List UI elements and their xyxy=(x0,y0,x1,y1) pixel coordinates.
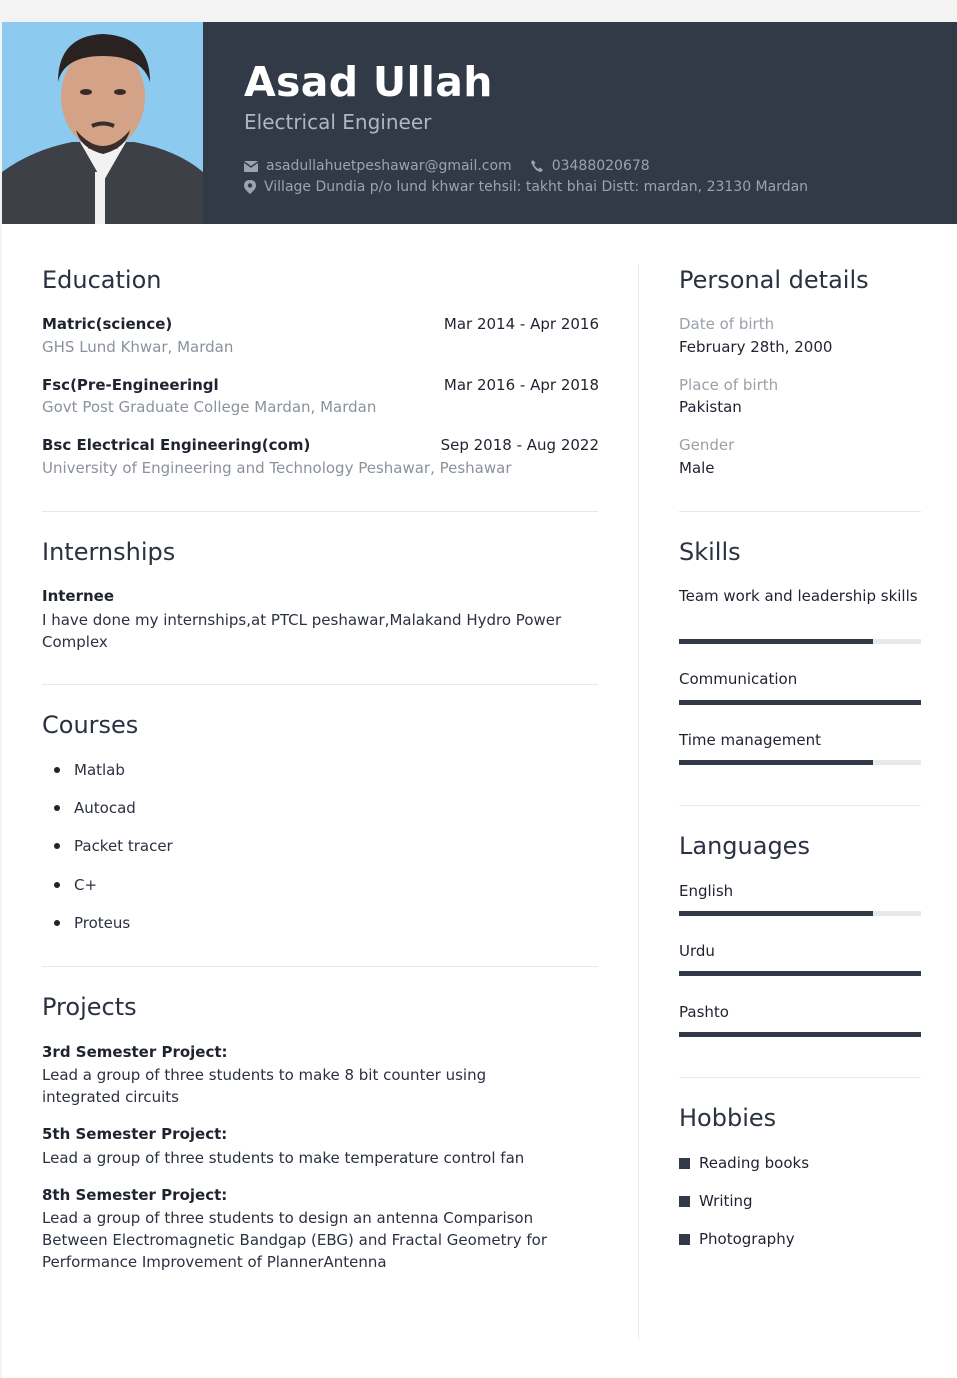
skill-name: Team work and leadership skills xyxy=(679,587,918,605)
section-divider xyxy=(42,966,598,967)
section-divider xyxy=(42,684,598,685)
courses-heading: Courses xyxy=(42,711,139,739)
education-heading: Education xyxy=(42,266,162,294)
languages-heading: Languages xyxy=(679,832,810,860)
education-title: Bsc Electrical Engineering(com) xyxy=(42,436,311,454)
education-date: Mar 2014 - Apr 2016 xyxy=(443,315,599,333)
project-title: 3rd Semester Project: xyxy=(42,1043,228,1061)
course-name: Autocad xyxy=(74,799,136,817)
pob-value: Pakistan xyxy=(679,398,742,416)
course-name: Matlab xyxy=(74,761,125,779)
list-item xyxy=(54,914,130,932)
skill-bar-fill xyxy=(679,639,873,644)
education-title: Matric(science) xyxy=(42,315,173,333)
project-description: Lead a group of three students to make 8 bit counter using integrated circuits xyxy=(42,1066,487,1106)
list-item xyxy=(679,1230,795,1248)
projects-heading: Projects xyxy=(42,993,137,1021)
language-name: Pashto xyxy=(679,1003,729,1021)
education-title: Fsc(Pre-Engineeringl xyxy=(42,376,219,394)
skill-bar-fill xyxy=(679,760,873,765)
language-bar-fill xyxy=(679,1032,921,1037)
project-title: 5th Semester Project: xyxy=(42,1125,228,1143)
mail-icon xyxy=(244,161,258,172)
address-text: Village Dundia p/o lund khwar tehsil: takht bhai Distt: mardan, 23130 Mardan xyxy=(264,179,809,195)
location-pin-icon xyxy=(244,180,256,194)
list-item xyxy=(54,799,136,817)
pob-label: Place of birth xyxy=(679,376,779,394)
resume-header xyxy=(2,22,957,224)
internship-title: Internee xyxy=(42,587,115,605)
square-bullet-icon xyxy=(679,1234,690,1245)
language-name: English xyxy=(679,882,734,900)
internship-description: I have done my internships,at PTCL peshawar,Malakand Hydro Power Complex xyxy=(42,611,562,651)
square-bullet-icon xyxy=(679,1158,690,1169)
personal-details-heading: Personal details xyxy=(679,266,869,294)
course-name: C+ xyxy=(74,876,98,894)
gender-label: Gender xyxy=(679,436,735,454)
square-bullet-icon xyxy=(679,1196,690,1207)
skill-name: Time management xyxy=(679,731,821,749)
education-date: Sep 2018 - Aug 2022 xyxy=(440,436,599,454)
profile-photo xyxy=(2,22,203,224)
section-divider xyxy=(679,511,921,512)
contact-row xyxy=(244,158,650,174)
gender-value: Male xyxy=(679,459,715,477)
language-bar xyxy=(679,971,921,976)
skill-bar xyxy=(679,700,921,705)
project-description: Lead a group of three students to make temperature control fan xyxy=(42,1149,525,1167)
section-divider xyxy=(42,511,598,512)
language-bar-fill xyxy=(679,911,873,916)
project-title: 8th Semester Project: xyxy=(42,1186,228,1204)
list-item xyxy=(54,876,97,894)
resume-page xyxy=(2,22,957,1378)
hobbies-heading: Hobbies xyxy=(679,1104,777,1132)
address-row xyxy=(244,179,808,195)
list-item xyxy=(679,1192,753,1210)
language-bar-fill xyxy=(679,971,921,976)
phone-icon xyxy=(530,159,544,173)
list-item xyxy=(679,1154,809,1172)
education-school: Govt Post Graduate College Mardan, Mardan xyxy=(42,398,377,416)
internships-heading: Internships xyxy=(42,538,176,566)
education-school: University of Engineering and Technology Peshawar, Peshawar xyxy=(42,459,512,477)
email-link[interactable]: asadullahuetpeshawar@gmail.com xyxy=(266,158,512,174)
list-item xyxy=(54,837,173,855)
language-bar xyxy=(679,911,921,916)
skill-bar xyxy=(679,639,921,644)
language-name: Urdu xyxy=(679,942,715,960)
candidate-name: Asad Ullah xyxy=(244,58,493,106)
list-item xyxy=(54,761,125,779)
skill-bar xyxy=(679,760,921,765)
hobby-name: Photography xyxy=(699,1230,795,1248)
hobby-name: Reading books xyxy=(699,1154,810,1172)
section-divider xyxy=(679,1077,921,1078)
hobby-name: Writing xyxy=(699,1192,753,1210)
skill-bar-fill xyxy=(679,700,921,705)
project-description: Lead a group of three students to design an antenna Comparison Between Electromagnetic Bandgap (EBG) and Fractal Geometry for Performance Improvement of PlannerAntenna xyxy=(42,1209,547,1271)
job-title: Electrical Engineer xyxy=(244,110,432,134)
section-divider xyxy=(679,805,921,806)
avatar xyxy=(2,22,203,224)
language-bar xyxy=(679,1032,921,1037)
phone-link[interactable]: 03488020678 xyxy=(551,158,650,174)
skills-heading: Skills xyxy=(679,538,741,566)
dob-value: February 28th, 2000 xyxy=(679,338,833,356)
education-school: GHS Lund Khwar, Mardan xyxy=(42,338,234,356)
column-divider xyxy=(638,264,639,1339)
course-name: Proteus xyxy=(74,914,131,932)
education-date: Mar 2016 - Apr 2018 xyxy=(443,376,599,394)
phone-group xyxy=(530,158,650,174)
course-name: Packet tracer xyxy=(74,837,173,855)
dob-label: Date of birth xyxy=(679,315,775,333)
skill-name: Communication xyxy=(679,670,798,688)
